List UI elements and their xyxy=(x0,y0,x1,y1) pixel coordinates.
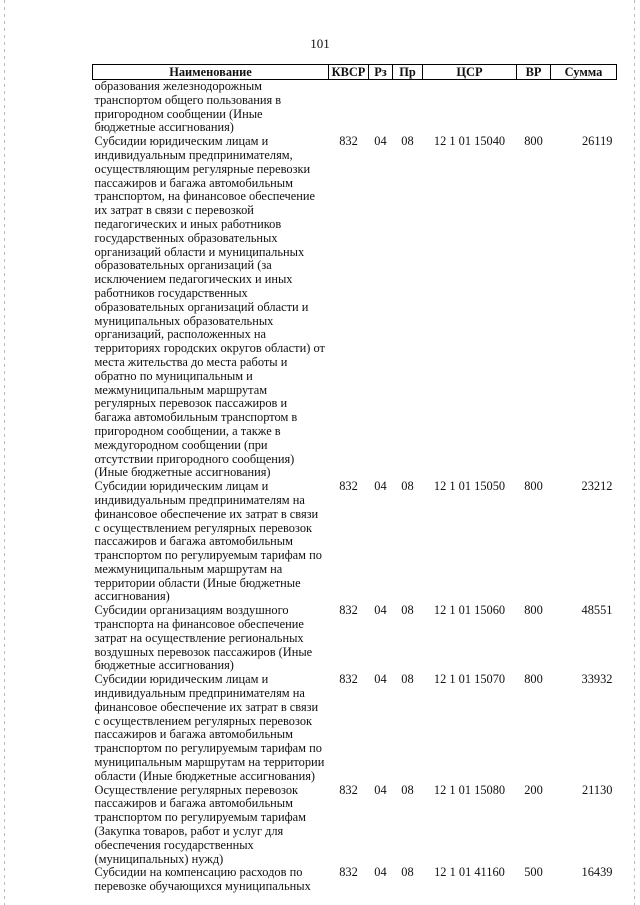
row-vr: 500 xyxy=(524,865,543,880)
row-vr: 200 xyxy=(524,782,543,797)
row-pr: 08 xyxy=(401,134,414,149)
row-rz xyxy=(369,80,393,136)
col-header-vr: ВР xyxy=(517,65,551,80)
row-sum: 16439 xyxy=(581,865,613,880)
row-sum xyxy=(551,80,617,136)
row-sum: 33932 xyxy=(581,672,613,687)
row-kvsr: 832 xyxy=(339,672,358,687)
row-vr: 800 xyxy=(524,672,543,687)
table-row xyxy=(93,604,617,673)
row-name: Субсидии юридическим лицам и индивидуальным предпринимателям, осуществляющим регулярные перевозки пассажиров и багажа автомобильным транспортом, на финансовое обеспечение их затрат в связи с перевозкой педагогических и иных работников государственных образовательных организаций области и муниципальных образовательных организаций (за исключением педагогических и иных работников государственных образовательных организаций области и муниципальных образовательных организаций, расположенных на территориях городских округов области) от места жительства до места работы и обратно по муниципальным и межмуниципальным маршрутам регулярных перевозок пассажиров и багажа автомобильным транспортом в пригородном сообщении, а также в междугородном сообщении (при отсутствии пригородного сообщения) (Иные бюджетные ассигнования) xyxy=(94,134,325,480)
row-csr: 12 1 01 15040 xyxy=(433,134,506,149)
table-row xyxy=(93,480,617,604)
row-rz: 04 xyxy=(374,865,387,880)
row-kvsr: 832 xyxy=(339,782,358,797)
row-name: Субсидии юридическим лицам и индивидуальным предпринимателям на финансовое обеспечение их затрат в связи с осуществлением регулярных перевозок пассажиров и багажа автомобильным транспортом по регулируемым тарифам по муниципальным маршрутам на территории области (Иные бюджетные ассигнования) xyxy=(94,672,325,783)
row-name: Субсидии на компенсацию расходов по перевозке обучающихся муниципальных xyxy=(94,865,311,894)
row-kvsr: 832 xyxy=(339,603,358,618)
row-rz: 04 xyxy=(374,782,387,797)
row-pr: 08 xyxy=(401,479,414,494)
col-header-kvsr: КВСР xyxy=(329,65,369,80)
row-pr: 08 xyxy=(401,603,414,618)
row-vr xyxy=(517,80,551,136)
row-sum: 21130 xyxy=(581,782,613,797)
row-pr: 08 xyxy=(401,672,414,687)
row-vr: 800 xyxy=(524,134,543,149)
row-csr: 12 1 01 15070 xyxy=(433,672,506,687)
table-header xyxy=(93,65,617,80)
scan-edge-left xyxy=(4,0,5,905)
table-body xyxy=(93,80,617,895)
row-kvsr: 832 xyxy=(339,479,358,494)
row-kvsr: 832 xyxy=(339,865,358,880)
row-sum: 26119 xyxy=(581,134,613,149)
table-row xyxy=(93,135,617,480)
row-vr: 800 xyxy=(524,479,543,494)
col-header-name: Наименование xyxy=(93,65,329,80)
row-sum: 23212 xyxy=(581,479,613,494)
table-row xyxy=(93,673,617,783)
row-rz: 04 xyxy=(374,134,387,149)
row-rz: 04 xyxy=(374,479,387,494)
row-name: Субсидии юридическим лицам и индивидуальным предпринимателям на финансовое обеспечение их затрат в связи с осуществлением регулярных перевозок пассажиров и багажа автомобильным транспортом по регулируемым тарифам по межмуниципальным маршрутам на территории области (Иные бюджетные ассигнования) xyxy=(94,479,322,604)
row-csr: 12 1 01 41160 xyxy=(434,865,505,880)
col-header-pr: Пр xyxy=(393,65,423,80)
scan-edge-right xyxy=(634,0,635,905)
row-name: Субсидии организациям воздушного транспорта на финансовое обеспечение затрат на осуществление региональных воздушных перевозок пассажиров (Иные бюджетные ассигнования) xyxy=(94,603,313,673)
col-header-rz: Рз xyxy=(369,65,393,80)
row-rz: 04 xyxy=(374,672,387,687)
row-vr: 800 xyxy=(524,603,543,618)
col-header-sum: Сумма xyxy=(551,65,617,80)
row-kvsr: 832 xyxy=(339,134,358,149)
table-row xyxy=(93,784,617,867)
row-sum: 48551 xyxy=(581,603,613,618)
budget-table xyxy=(92,64,617,894)
row-kvsr xyxy=(329,80,369,136)
row-name: образования железнодорожным транспортом общего пользования в пригородном сообщении (Иные бюджетные ассигнования) xyxy=(94,79,282,135)
row-csr xyxy=(423,80,517,136)
row-csr: 12 1 01 15050 xyxy=(433,479,506,494)
page-number: 101 xyxy=(310,36,330,51)
table-row xyxy=(93,80,617,136)
row-pr: 08 xyxy=(401,782,414,797)
row-csr: 12 1 01 15060 xyxy=(433,603,506,618)
row-rz: 04 xyxy=(374,603,387,618)
col-header-csr: ЦСР xyxy=(423,65,517,80)
row-name: Осуществление регулярных перевозок пассажиров и багажа автомобильным транспортом по регулируемым тарифам (Закупка товаров, работ и услуг для обеспечения государственных (муниципальных) нужд) xyxy=(94,782,306,866)
row-pr: 08 xyxy=(401,865,414,880)
table-row xyxy=(93,866,617,894)
row-csr: 12 1 01 15080 xyxy=(433,782,506,797)
row-pr xyxy=(393,80,423,136)
